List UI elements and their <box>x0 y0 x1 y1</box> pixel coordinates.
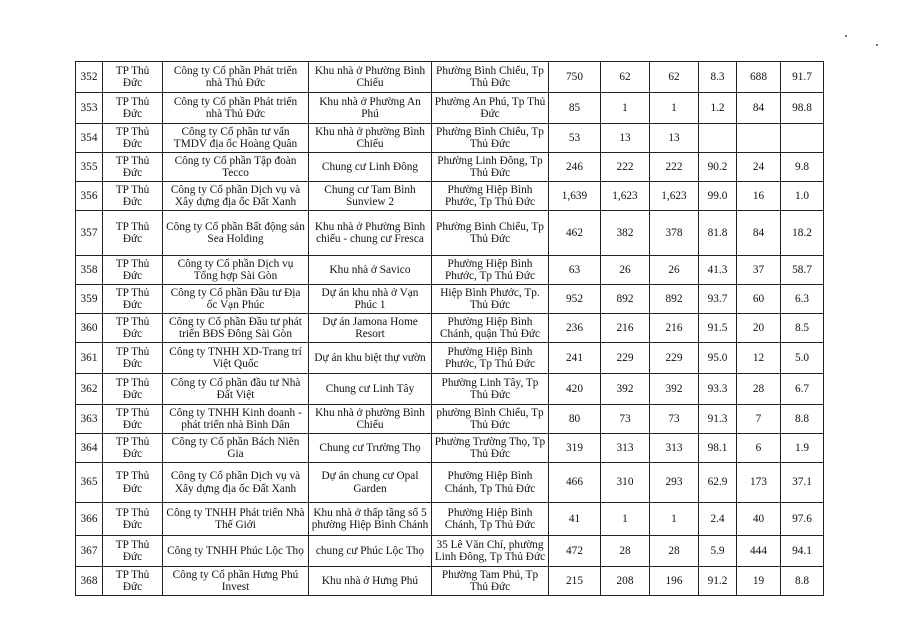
value-cell-2: 392 <box>601 374 650 405</box>
district-cell: TP Thủ Đức <box>103 285 163 314</box>
project-cell: Khu nhà ở phường Bình Chiểu <box>309 124 432 153</box>
value-cell-6: 6.7 <box>781 374 824 405</box>
investor-cell: Công ty TNHH Phát triển Nhà Thế Giới <box>163 503 309 536</box>
value-cell-4: 5.9 <box>699 536 737 567</box>
table-row <box>76 285 824 314</box>
value-cell-2: 310 <box>601 463 650 503</box>
district-cell: TP Thủ Đức <box>103 374 163 405</box>
value-cell-2: 382 <box>601 211 650 256</box>
row-number: 364 <box>76 434 103 463</box>
value-cell-5: 7 <box>737 405 781 434</box>
value-cell-4: 98.1 <box>699 434 737 463</box>
row-number: 357 <box>76 211 103 256</box>
table-row <box>76 93 824 124</box>
district-cell: TP Thủ Đức <box>103 93 163 124</box>
value-cell-1: 750 <box>549 62 601 93</box>
row-number: 360 <box>76 314 103 343</box>
value-cell-5: 84 <box>737 93 781 124</box>
value-cell-1: 319 <box>549 434 601 463</box>
value-cell-3: 892 <box>650 285 699 314</box>
value-cell-4: 93.7 <box>699 285 737 314</box>
value-cell-5: 19 <box>737 567 781 596</box>
value-cell-1: 53 <box>549 124 601 153</box>
value-cell-2: 1,623 <box>601 182 650 211</box>
value-cell-3: 293 <box>650 463 699 503</box>
value-cell-4: 95.0 <box>699 343 737 374</box>
value-cell-6 <box>781 124 824 153</box>
project-table <box>75 61 824 596</box>
district-cell: TP Thủ Đức <box>103 536 163 567</box>
location-cell: Phường Trường Thọ, Tp Thủ Đức <box>432 434 549 463</box>
value-cell-5: 12 <box>737 343 781 374</box>
table-row <box>76 256 824 285</box>
investor-cell: Công ty TNHH Phúc Lộc Thọ <box>163 536 309 567</box>
table-row <box>76 463 824 503</box>
project-cell: Dự án Jamona Home Resort <box>309 314 432 343</box>
value-cell-6: 8.8 <box>781 567 824 596</box>
value-cell-6: 8.8 <box>781 405 824 434</box>
value-cell-2: 1 <box>601 93 650 124</box>
location-cell: Phường Hiệp Bình Phước, Tp Thủ Đức <box>432 256 549 285</box>
value-cell-4: 91.5 <box>699 314 737 343</box>
value-cell-6: 18.2 <box>781 211 824 256</box>
location-cell: Phường Tam Phú, Tp Thủ Đức <box>432 567 549 596</box>
investor-cell: Công ty Cổ phần Dịch vụ và Xây dựng địa ốc Đất Xanh <box>163 182 309 211</box>
value-cell-1: 246 <box>549 153 601 182</box>
value-cell-5: 20 <box>737 314 781 343</box>
district-cell: TP Thủ Đức <box>103 343 163 374</box>
table-row <box>76 153 824 182</box>
table-row <box>76 124 824 153</box>
project-cell: Khu nhà ở Phường An Phú <box>309 93 432 124</box>
value-cell-3: 313 <box>650 434 699 463</box>
value-cell-1: 85 <box>549 93 601 124</box>
investor-cell: Công ty TNHH XD-Trang trí Việt Quốc <box>163 343 309 374</box>
value-cell-1: 1,639 <box>549 182 601 211</box>
investor-cell: Công ty Cổ phần Dịch vụ và Xây dựng địa ốc Đất Xanh <box>163 463 309 503</box>
value-cell-6: 58.7 <box>781 256 824 285</box>
value-cell-5: 688 <box>737 62 781 93</box>
value-cell-6: 37.1 <box>781 463 824 503</box>
location-cell: Phường Bình Chiểu, Tp Thủ Đức <box>432 211 549 256</box>
project-cell: Dự án khu nhà ở Vạn Phúc 1 <box>309 285 432 314</box>
value-cell-6: 91.7 <box>781 62 824 93</box>
value-cell-5: 40 <box>737 503 781 536</box>
investor-cell: Công ty Cổ phần Bách Niên Gia <box>163 434 309 463</box>
scan-speck <box>876 44 878 46</box>
value-cell-5: 60 <box>737 285 781 314</box>
table-row <box>76 314 824 343</box>
value-cell-1: 420 <box>549 374 601 405</box>
investor-cell: Công ty TNHH Kinh doanh - phát triển nhà Bình Dân <box>163 405 309 434</box>
project-cell: Khu nhà ở phường Bình Chiểu <box>309 405 432 434</box>
district-cell: TP Thủ Đức <box>103 434 163 463</box>
value-cell-2: 229 <box>601 343 650 374</box>
value-cell-3: 229 <box>650 343 699 374</box>
row-number: 355 <box>76 153 103 182</box>
value-cell-3: 196 <box>650 567 699 596</box>
value-cell-3: 62 <box>650 62 699 93</box>
row-number: 352 <box>76 62 103 93</box>
table-row <box>76 182 824 211</box>
value-cell-5: 173 <box>737 463 781 503</box>
value-cell-2: 216 <box>601 314 650 343</box>
project-cell: Chung cư Linh Đông <box>309 153 432 182</box>
table-row <box>76 62 824 93</box>
table-row <box>76 536 824 567</box>
value-cell-6: 1.9 <box>781 434 824 463</box>
project-cell: Khu nhà ở Phường Bình chiểu - chung cư Fresca <box>309 211 432 256</box>
value-cell-1: 472 <box>549 536 601 567</box>
location-cell: Hiệp Bình Phước, Tp. Thủ Đức <box>432 285 549 314</box>
row-number: 361 <box>76 343 103 374</box>
value-cell-3: 28 <box>650 536 699 567</box>
value-cell-1: 63 <box>549 256 601 285</box>
district-cell: TP Thủ Đức <box>103 463 163 503</box>
value-cell-3: 1,623 <box>650 182 699 211</box>
value-cell-2: 28 <box>601 536 650 567</box>
value-cell-6: 6.3 <box>781 285 824 314</box>
value-cell-1: 215 <box>549 567 601 596</box>
value-cell-4: 99.0 <box>699 182 737 211</box>
district-cell: TP Thủ Đức <box>103 314 163 343</box>
value-cell-4: 93.3 <box>699 374 737 405</box>
investor-cell: Công ty Cổ phần Đầu tư phát triển BĐS Đông Sài Gòn <box>163 314 309 343</box>
value-cell-4: 2.4 <box>699 503 737 536</box>
investor-cell: Công ty Cổ phần Dịch vụ Tổng hợp Sài Gòn <box>163 256 309 285</box>
district-cell: TP Thủ Đức <box>103 211 163 256</box>
district-cell: TP Thủ Đức <box>103 256 163 285</box>
row-number: 356 <box>76 182 103 211</box>
value-cell-4: 41.3 <box>699 256 737 285</box>
location-cell: Phường Bình Chiểu, Tp Thủ Đức <box>432 124 549 153</box>
table-row <box>76 567 824 596</box>
investor-cell: Công ty Cổ phần tư vấn TMDV địa ốc Hoàng Quân <box>163 124 309 153</box>
project-cell: Khu nhà ở Phường Bình Chiểu <box>309 62 432 93</box>
location-cell: Phường Linh Đông, Tp Thủ Đức <box>432 153 549 182</box>
value-cell-3: 26 <box>650 256 699 285</box>
value-cell-3: 216 <box>650 314 699 343</box>
row-number: 368 <box>76 567 103 596</box>
table-row <box>76 343 824 374</box>
row-number: 353 <box>76 93 103 124</box>
row-number: 359 <box>76 285 103 314</box>
value-cell-1: 41 <box>549 503 601 536</box>
project-cell: Chung cư Trường Thọ <box>309 434 432 463</box>
value-cell-3: 378 <box>650 211 699 256</box>
location-cell: Phường Hiệp Bình Phước, Tp Thủ Đức <box>432 343 549 374</box>
value-cell-6: 8.5 <box>781 314 824 343</box>
value-cell-5: 16 <box>737 182 781 211</box>
value-cell-4: 90.2 <box>699 153 737 182</box>
value-cell-2: 222 <box>601 153 650 182</box>
location-cell: Phường Hiệp Bình Chánh, Tp Thủ Đức <box>432 463 549 503</box>
value-cell-3: 222 <box>650 153 699 182</box>
project-cell: Khu nhà ở Hưng Phú <box>309 567 432 596</box>
value-cell-3: 1 <box>650 93 699 124</box>
value-cell-2: 73 <box>601 405 650 434</box>
value-cell-1: 241 <box>549 343 601 374</box>
value-cell-5: 24 <box>737 153 781 182</box>
location-cell: Phường An Phú, Tp Thủ Đức <box>432 93 549 124</box>
value-cell-4: 91.2 <box>699 567 737 596</box>
value-cell-2: 208 <box>601 567 650 596</box>
value-cell-2: 1 <box>601 503 650 536</box>
row-number: 367 <box>76 536 103 567</box>
value-cell-5: 84 <box>737 211 781 256</box>
value-cell-6: 9.8 <box>781 153 824 182</box>
value-cell-6: 97.6 <box>781 503 824 536</box>
value-cell-2: 313 <box>601 434 650 463</box>
value-cell-1: 466 <box>549 463 601 503</box>
location-cell: Phường Hiệp Bình Chánh, quận Thủ Đức <box>432 314 549 343</box>
district-cell: TP Thủ Đức <box>103 153 163 182</box>
district-cell: TP Thủ Đức <box>103 124 163 153</box>
row-number: 358 <box>76 256 103 285</box>
district-cell: TP Thủ Đức <box>103 567 163 596</box>
investor-cell: Công ty Cổ phần Phát triển nhà Thủ Đức <box>163 62 309 93</box>
investor-cell: Công ty Cổ phần Phát triển nhà Thủ Đức <box>163 93 309 124</box>
location-cell: Phường Bình Chiểu, Tp Thủ Đức <box>432 62 549 93</box>
investor-cell: Công ty Cổ phần Hưng Phú Invest <box>163 567 309 596</box>
value-cell-3: 1 <box>650 503 699 536</box>
value-cell-4 <box>699 124 737 153</box>
table-row <box>76 374 824 405</box>
value-cell-2: 13 <box>601 124 650 153</box>
scan-speck <box>845 35 847 37</box>
district-cell: TP Thủ Đức <box>103 503 163 536</box>
value-cell-1: 462 <box>549 211 601 256</box>
value-cell-6: 94.1 <box>781 536 824 567</box>
row-number: 366 <box>76 503 103 536</box>
value-cell-6: 5.0 <box>781 343 824 374</box>
value-cell-1: 236 <box>549 314 601 343</box>
value-cell-4: 1.2 <box>699 93 737 124</box>
table-row <box>76 503 824 536</box>
district-cell: TP Thủ Đức <box>103 405 163 434</box>
value-cell-5: 37 <box>737 256 781 285</box>
location-cell: 35 Lê Văn Chí, phường Linh Đông, Tp Thủ Đức <box>432 536 549 567</box>
value-cell-5: 6 <box>737 434 781 463</box>
table-row <box>76 211 824 256</box>
project-cell: Dự án chung cư Opal Garden <box>309 463 432 503</box>
project-cell: Khu nhà ở Savico <box>309 256 432 285</box>
value-cell-4: 8.3 <box>699 62 737 93</box>
district-cell: TP Thủ Đức <box>103 182 163 211</box>
value-cell-6: 98.8 <box>781 93 824 124</box>
value-cell-5 <box>737 124 781 153</box>
project-cell: Chung cư Linh Tây <box>309 374 432 405</box>
row-number: 365 <box>76 463 103 503</box>
project-cell: chung cư Phúc Lộc Thọ <box>309 536 432 567</box>
value-cell-1: 952 <box>549 285 601 314</box>
location-cell: Phường Hiệp Bình Phước, Tp Thủ Đức <box>432 182 549 211</box>
location-cell: Phường Hiệp Bình Chánh, Tp Thủ Đức <box>432 503 549 536</box>
value-cell-3: 73 <box>650 405 699 434</box>
value-cell-3: 392 <box>650 374 699 405</box>
value-cell-2: 26 <box>601 256 650 285</box>
value-cell-1: 80 <box>549 405 601 434</box>
location-cell: Phường Linh Tây, Tp Thủ Đức <box>432 374 549 405</box>
table-row <box>76 434 824 463</box>
investor-cell: Công ty Cổ phần Đầu tư Địa ốc Vạn Phúc <box>163 285 309 314</box>
value-cell-4: 81.8 <box>699 211 737 256</box>
table-row <box>76 405 824 434</box>
investor-cell: Công ty Cổ phần đầu tư Nhà Đất Việt <box>163 374 309 405</box>
row-number: 354 <box>76 124 103 153</box>
value-cell-3: 13 <box>650 124 699 153</box>
district-cell: TP Thủ Đức <box>103 62 163 93</box>
value-cell-4: 62.9 <box>699 463 737 503</box>
row-number: 362 <box>76 374 103 405</box>
row-number: 363 <box>76 405 103 434</box>
value-cell-6: 1.0 <box>781 182 824 211</box>
project-cell: Dự án khu biệt thự vườn <box>309 343 432 374</box>
investor-cell: Công ty Cổ phần Tập đoàn Tecco <box>163 153 309 182</box>
value-cell-5: 444 <box>737 536 781 567</box>
investor-cell: Công ty Cổ phần Bất động sản Sea Holding <box>163 211 309 256</box>
project-cell: Chung cư Tam Bình Sunview 2 <box>309 182 432 211</box>
value-cell-2: 62 <box>601 62 650 93</box>
value-cell-5: 28 <box>737 374 781 405</box>
value-cell-2: 892 <box>601 285 650 314</box>
project-cell: Khu nhà ở thấp tầng số 5 phường Hiệp Bình Chánh <box>309 503 432 536</box>
value-cell-4: 91.3 <box>699 405 737 434</box>
location-cell: phường Bình Chiểu, Tp Thủ Đức <box>432 405 549 434</box>
